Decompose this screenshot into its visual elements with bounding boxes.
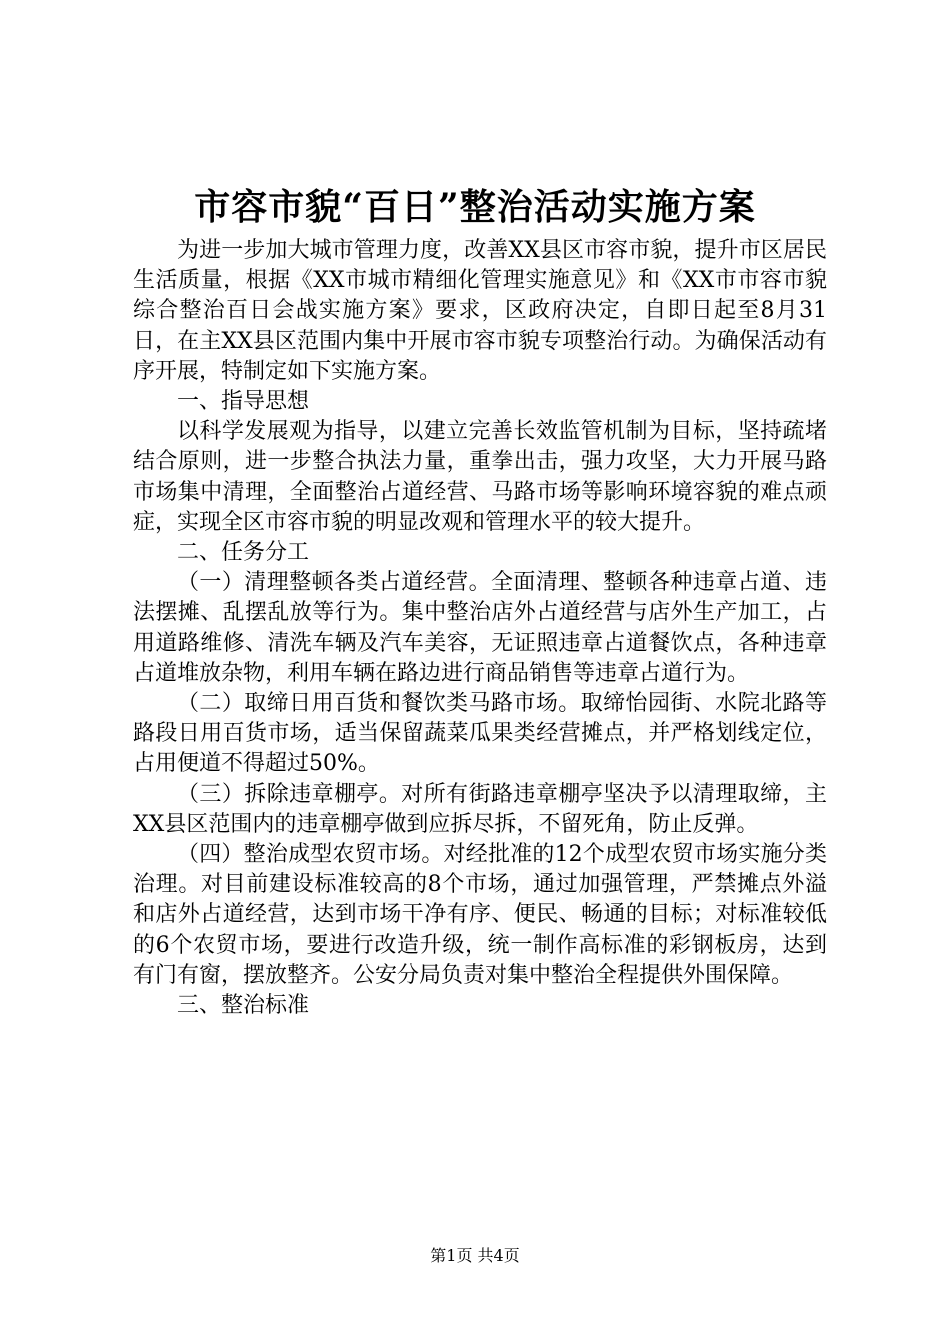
page-number-footer: 第1页 共4页 <box>430 1246 520 1265</box>
guiding-thought-paragraph: 以科学发展观为指导，以建立完善长效监管机制为目标，坚持疏堵结合原则，进一步整合执法力量，重拳出击，强力攻坚，大力开展马路市场集中清理，全面整治占道经营、马路市场等影响环境容貌的难点顽症，实现全区市容市貌的明显改观和管理水平的较大提升。 <box>133 419 827 535</box>
task-item-4: （四）整治成型农贸市场。对经批准的12个成型农贸市场实施分类治理。对目前建设标准较高的8个市场，通过加强管理，严禁摊点外溢和店外占道经营，达到市场干净有序、便民、畅通的目标；对标准较低的6个农贸市场，要进行改造升级，统一制作高标准的彩钢板房，达到有门有窗，摆放整齐。公安分局负责对集中整治全程提供外围保障。 <box>133 842 827 988</box>
task-item-3: （三）拆除违章棚亭。对所有街路违章棚亭坚决予以清理取缔，主XX县区范围内的违章棚亭做到应拆尽拆，不留死角，防止反弹。 <box>133 781 827 837</box>
section-heading-standards: 三、整治标准 <box>177 993 310 1019</box>
document-title: 市容市貌“百日”整治活动实施方案 <box>194 186 756 228</box>
task-item-1: （一）清理整顿各类占道经营。全面清理、整顿各种违章占道、违法摆摊、乱摆乱放等行为。集中整治店外占道经营与店外生产加工，占用道路维修、清洗车辆及汽车美容，无证照违章占道餐饮点，各种违章占道堆放杂物，利用车辆在路边进行商品销售等违章占道行为。 <box>133 570 827 686</box>
section-heading-guiding-thought: 一、指导思想 <box>177 389 310 415</box>
task-item-2: （二）取缔日用百货和餐饮类马路市场。取缔怡园街、水院北路等路段日用百货市场，适当保留蔬菜瓜果类经营摊点，并严格划线定位，占用便道不得超过50%。 <box>133 691 827 777</box>
intro-paragraph: 为进一步加大城市管理力度，改善XX县区市容市貌，提升市区居民生活质量，根据《XX市城市精细化管理实施意见》和《XX市市容市貌综合整治百日会战实施方案》要求，区政府决定，自即日起至8月31日，在主XX县区范围内集中开展市容市貌专项整治行动。为确保活动有序开展，特制定如下实施方案。 <box>133 238 827 384</box>
document-body <box>133 236 827 1021</box>
section-heading-task-division: 二、任务分工 <box>177 540 310 566</box>
